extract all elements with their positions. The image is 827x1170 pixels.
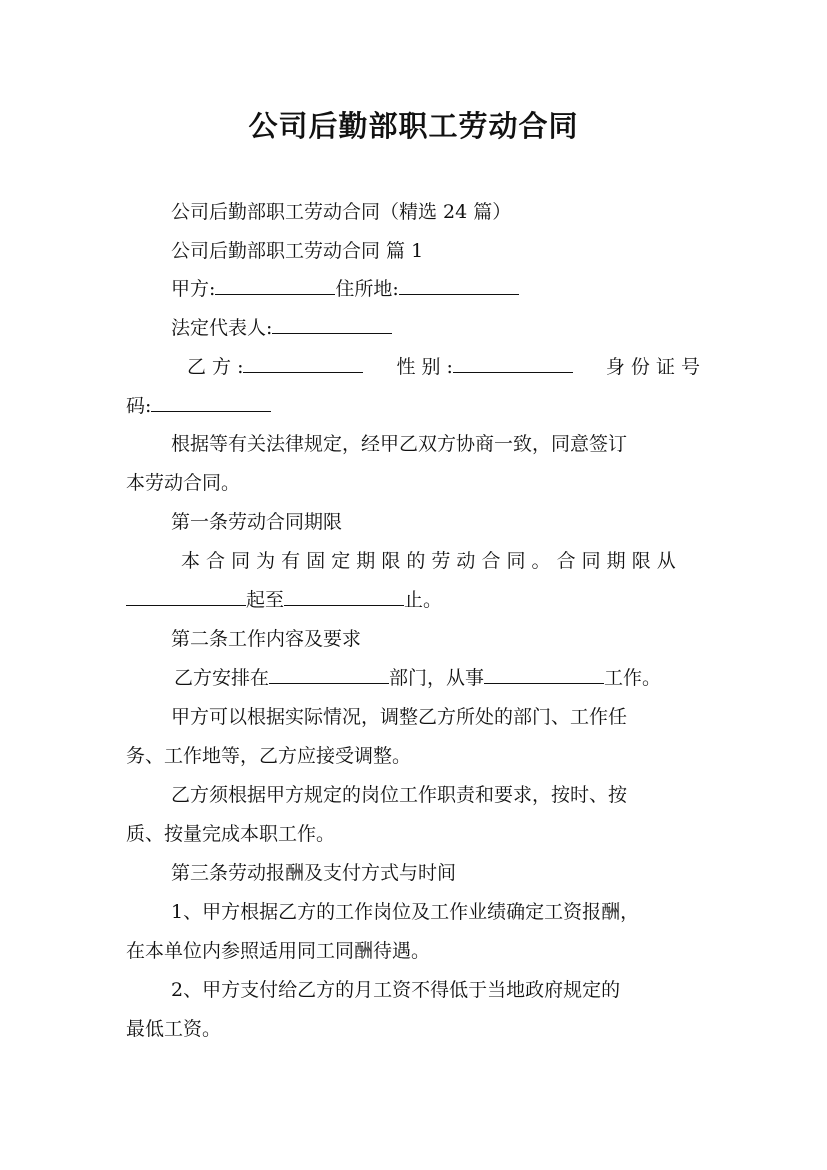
- party-b-label: 乙 方 :: [187, 356, 244, 378]
- article-2-title: 第二条工作内容及要求: [171, 628, 362, 650]
- address-label: 住所地:: [335, 278, 399, 300]
- article-3-item-1b: 在本单位内参照适用同工同酬待遇。: [126, 940, 431, 962]
- article-3-item-2a: 2、甲方支付给乙方的月工资不得低于当地政府规定的: [171, 979, 621, 1001]
- article-3-title: 第三条劳动报酬及支付方式与时间: [171, 862, 457, 884]
- dept-blank: [269, 665, 389, 684]
- basis-line-2: 本劳动合同。: [126, 472, 241, 494]
- article-3-item-1a: 1、甲方根据乙方的工作岗位及工作业绩确定工资报酬，: [171, 901, 640, 923]
- legal-rep-line: [171, 315, 392, 341]
- gender-blank: [453, 354, 573, 373]
- party-b-line: [187, 354, 700, 380]
- term-start-blank: [126, 587, 246, 606]
- intro-line: 公司后勤部职工劳动合同（精选 24 篇）: [171, 201, 512, 223]
- legal-rep-blank: [272, 315, 392, 334]
- gender-group: [396, 354, 572, 380]
- party-a-line: [171, 276, 519, 302]
- article-1-body-1: 本 合 同 为 有 固 定 期 限 的 劳 动 合 同 。 合 同 期 限 从: [181, 550, 676, 572]
- gender-label: 性 别 :: [396, 356, 453, 378]
- dept-mid: 部门，从事: [389, 667, 485, 689]
- basis-line-1: 根据等有关法律规定，经甲乙双方协商一致，同意签订: [171, 433, 628, 455]
- party-b-group: [187, 354, 363, 380]
- part-heading: 公司后勤部职工劳动合同 篇 1: [171, 240, 424, 262]
- term-end-label: 止。: [404, 589, 443, 611]
- article-1-body-2: [126, 587, 442, 613]
- document-title: 公司后勤部职工劳动合同: [248, 109, 579, 143]
- job-post: 工作。: [604, 667, 662, 689]
- article-3-item-2b: 最低工资。: [126, 1018, 222, 1040]
- term-end-blank: [284, 587, 404, 606]
- party-b-blank: [243, 354, 363, 373]
- dept-pre: 乙方安排在: [174, 667, 270, 689]
- id-cont-label: 码:: [126, 395, 152, 417]
- term-from-to: 起至: [246, 589, 285, 611]
- id-label: 身 份 证 号: [605, 356, 700, 378]
- id-cont-line: [126, 393, 271, 419]
- article-2-body-a: [174, 665, 661, 691]
- article-2-body-b-1: 甲方可以根据实际情况，调整乙方所处的部门、工作任: [171, 706, 628, 728]
- article-2-body-b-2: 务、工作地等，乙方应接受调整。: [126, 745, 412, 767]
- article-2-body-c-2: 质、按量完成本职工作。: [126, 823, 336, 845]
- id-blank: [151, 393, 271, 412]
- article-2-body-c-1: 乙方须根据甲方规定的岗位工作职责和要求，按时、按: [171, 784, 628, 806]
- job-blank: [484, 665, 604, 684]
- legal-rep-label: 法定代表人:: [171, 317, 273, 339]
- party-a-blank: [215, 276, 335, 295]
- article-1-title: 第一条劳动合同期限: [171, 511, 343, 533]
- address-blank: [399, 276, 519, 295]
- party-a-label: 甲方:: [171, 278, 216, 300]
